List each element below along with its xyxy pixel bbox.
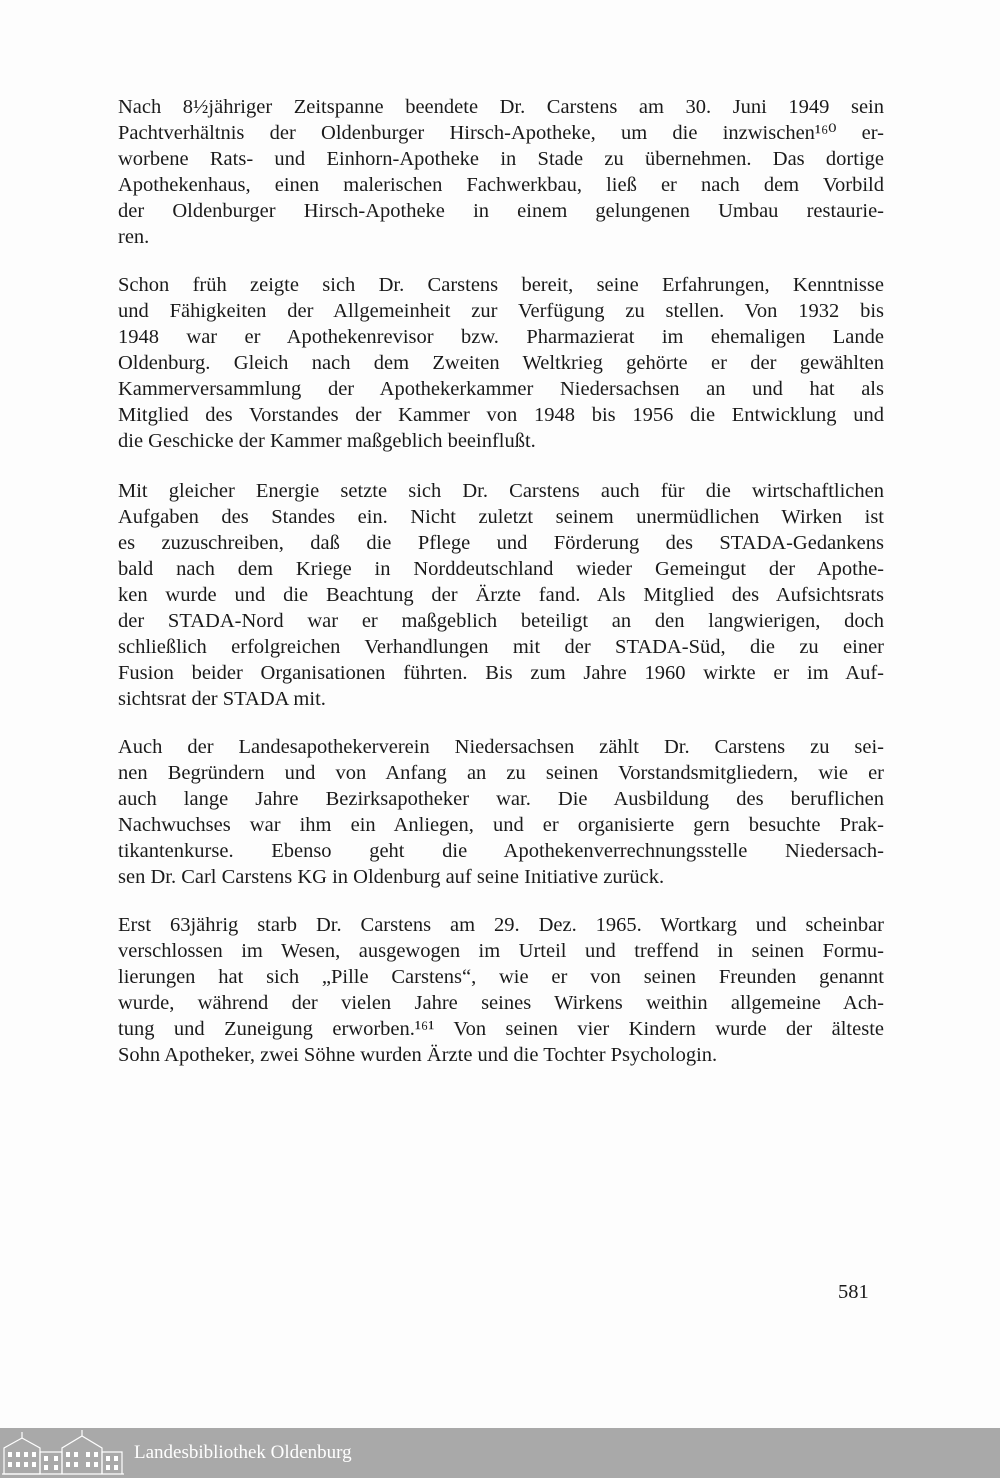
text-line: tung und Zuneigung erworben.¹⁶¹ Von seinen vier Kindern wurde der älteste [118,1018,884,1040]
text-line: 1948 war er Apothekenrevisor bzw. Pharmazierat im ehemaligen Lande [118,326,884,348]
text-line: Schon früh zeigte sich Dr. Carstens bereit, seine Erfahrungen, Kenntnisse [118,274,884,296]
text-line: Mit gleicher Energie setzte sich Dr. Carstens auch für die wirtschaftlichen [118,480,884,502]
text-line: verschlossen im Wesen, ausgewogen im Urteil und treffend in seinen Formu- [118,940,884,962]
text-line: die Geschicke der Kammer maßgeblich beeinflußt. [118,430,536,452]
text-line: der STADA-Nord war er maßgeblich beteiligt an den langwierigen, doch [118,610,884,632]
text-line: Pachtverhältnis der Oldenburger Hirsch-Apotheke, um die inzwischen¹⁶⁰ er- [118,122,884,144]
text-line: nen Begründern und von Anfang an zu seinen Vorstandsmitgliedern, wie er [118,762,884,784]
text-line: Sohn Apotheker, zwei Söhne wurden Ärzte und die Tochter Psychologin. [118,1044,718,1066]
text-line: wurde, während der vielen Jahre seines Wirkens weithin allgemeine Ach- [118,992,884,1014]
text-line: tikantenkurse. Ebenso geht die Apothekenverrechnungsstelle Niedersach- [118,840,884,862]
paragraph-3 [118,478,884,712]
text-line: Mitglied des Vorstandes der Kammer von 1948 bis 1956 die Entwicklung und [118,404,884,426]
library-name[interactable]: Landesbibliothek Oldenburg [134,1442,352,1463]
text-line: schließlich erfolgreichen Verhandlungen mit der STADA-Süd, die zu einer [118,636,884,658]
paragraph-2 [118,272,884,454]
text-line: auch lange Jahre Bezirksapotheker war. Die Ausbildung des beruflichen [118,788,884,810]
text-line: Kammerversammlung der Apothekerkammer Niedersachsen an und hat als [118,378,884,400]
text-line: ken wurde und die Beachtung der Ärzte fand. Als Mitglied des Aufsichtsrats [118,584,884,606]
text-line: und Fähigkeiten der Allgemeinheit zur Verfügung zu stellen. Von 1932 bis [118,300,884,322]
text-line: lierungen hat sich „Pille Carstens“, wie er von seinen Freunden genannt [118,966,884,988]
text-line: sen Dr. Carl Carstens KG in Oldenburg auf seine Initiative zurück. [118,866,665,888]
library-footer-bar [0,1428,1000,1478]
paragraph-5 [118,912,884,1068]
text-line: sichtsrat der STADA mit. [118,688,326,710]
text-line: Apothekenhaus, einen malerischen Fachwerkbau, ließ er nach dem Vorbild [118,174,884,196]
text-line: ren. [118,226,150,248]
text-line: es zuzuschreiben, daß die Pflege und Förderung des STADA-Gedankens [118,532,884,554]
text-line: bald nach dem Kriege in Norddeutschland wieder Gemeingut der Apothe- [118,558,884,580]
paragraph-4 [118,734,884,890]
text-line: Nachwuchses war ihm ein Anliegen, und er organisierte gern besuchte Prak- [118,814,884,836]
text-line: Auch der Landesapothekerverein Niedersachsen zählt Dr. Carstens zu sei- [118,736,884,758]
text-line: Fusion beider Organisationen führten. Bis zum Jahre 1960 wirkte er im Auf- [118,662,884,684]
text-line: Nach 8½jähriger Zeitspanne beendete Dr. Carstens am 30. Juni 1949 sein [118,96,884,118]
library-building-icon [0,1428,126,1478]
text-line: worbene Rats- und Einhorn-Apotheke in Stade zu übernehmen. Das dortige [118,148,884,170]
text-line: der Oldenburger Hirsch-Apotheke in einem gelungenen Umbau restaurie- [118,200,884,222]
page-number: 581 [838,1281,869,1303]
text-line: Oldenburg. Gleich nach dem Zweiten Weltkrieg gehörte er der gewählten [118,352,884,374]
paragraph-1 [118,94,884,250]
text-line: Erst 63jährig starb Dr. Carstens am 29. Dez. 1965. Wortkarg und scheinbar [118,914,884,936]
text-line: Aufgaben des Standes ein. Nicht zuletzt seinem unermüdlichen Wirken ist [118,506,884,528]
